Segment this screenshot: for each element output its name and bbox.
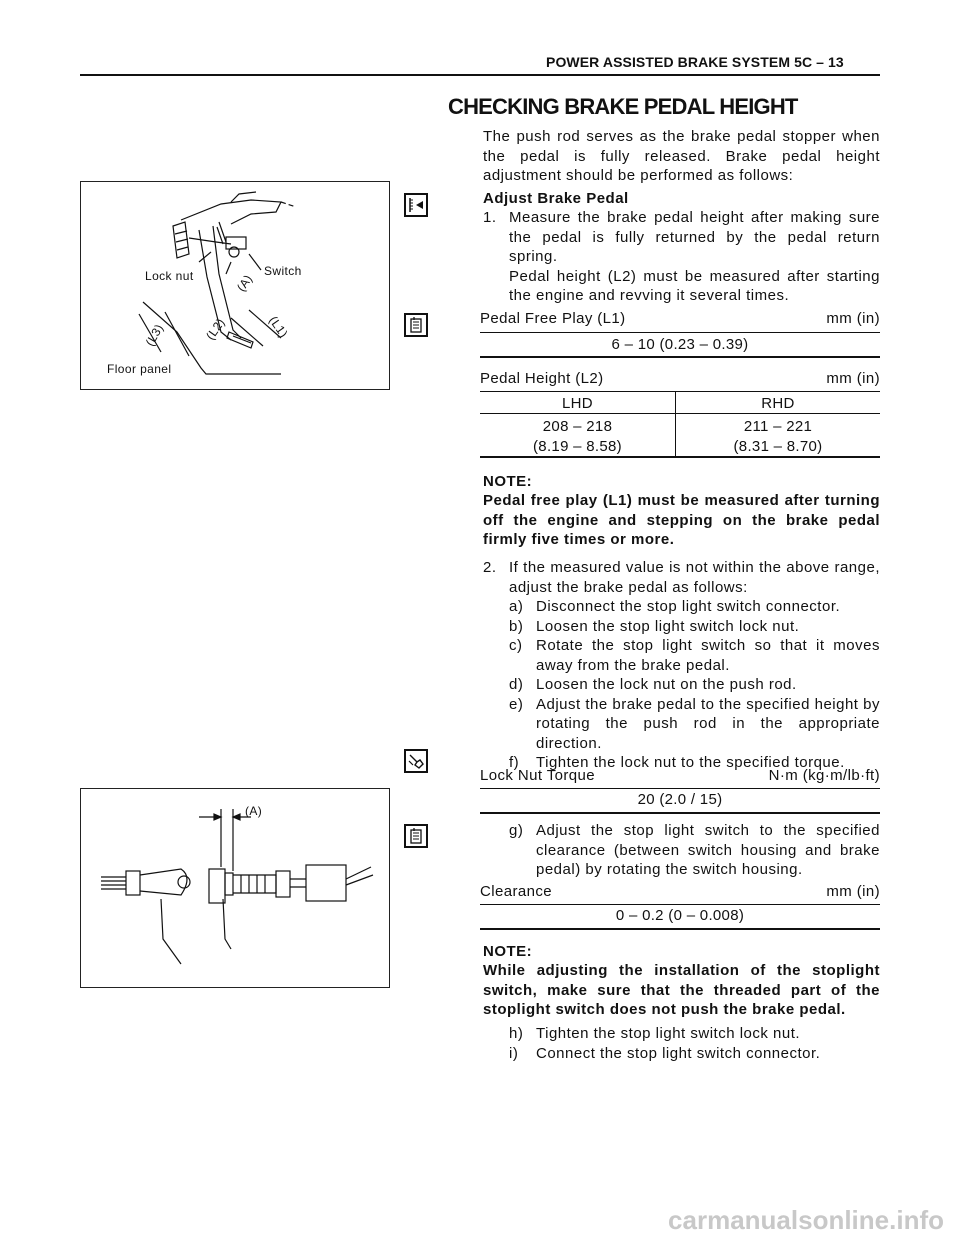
tighten-icon bbox=[404, 749, 428, 773]
free-play-value: 6 – 10 (0.23 – 0.39) bbox=[611, 336, 749, 353]
free-play-label: Pedal Free Play (L1) bbox=[480, 310, 626, 327]
step-1 bbox=[483, 208, 880, 306]
column-rhd: RHD bbox=[761, 395, 795, 412]
clearance-unit: mm (in) bbox=[826, 883, 880, 900]
step-1-label: 1. bbox=[483, 209, 497, 226]
rhd-mm: 211 – 221 bbox=[743, 418, 813, 435]
lhd-in: (8.19 – 8.58) bbox=[533, 437, 622, 455]
torque-spec-row bbox=[480, 767, 880, 784]
sub-c-text: Rotate the stop light switch so that it moves away from the brake pedal. bbox=[536, 637, 880, 674]
step-h-label: h) bbox=[509, 1025, 524, 1042]
sub-f-label: f) bbox=[509, 754, 520, 771]
sub-e-label: e) bbox=[509, 695, 524, 713]
a-label: (A) bbox=[233, 271, 256, 295]
step-g bbox=[483, 821, 880, 880]
note-2-heading: NOTE: bbox=[483, 943, 533, 960]
brake-pedal-figure bbox=[80, 181, 390, 390]
pedal-height-spec-row bbox=[480, 370, 880, 387]
torque-label: Lock Nut Torque bbox=[480, 767, 595, 784]
divider bbox=[480, 812, 880, 814]
sub-b-text: Loosen the stop light switch lock nut. bbox=[536, 617, 800, 635]
note-1-heading: NOTE: bbox=[483, 473, 533, 490]
divider bbox=[480, 413, 880, 414]
intro-paragraph: The push rod serves as the brake pedal stopper when the pedal is fully released. Brake pedal height adjustment should be performed as follows: bbox=[483, 128, 880, 184]
step-1-text: Measure the brake pedal height after making sure the pedal is fully returned by the pedal return spring. bbox=[509, 209, 880, 265]
step-1-text2: Pedal height (L2) must be measured after starting the engine and revving it several times. bbox=[509, 267, 880, 304]
column-lhd: LHD bbox=[562, 395, 593, 412]
sub-d-label: d) bbox=[509, 676, 524, 693]
step-2 bbox=[483, 558, 880, 773]
step-g-text: Adjust the stop light switch to the specified clearance (between switch housing and brake pedal) by rotating the switch housing. bbox=[536, 822, 880, 878]
l2-label: (L2) bbox=[203, 315, 228, 343]
lhd-value bbox=[480, 417, 675, 456]
floor-panel-label: Floor panel bbox=[107, 362, 172, 376]
l1-label: (L1) bbox=[266, 313, 291, 341]
switch-label: Switch bbox=[264, 264, 302, 278]
step-2-label: 2. bbox=[483, 559, 497, 576]
divider bbox=[480, 456, 880, 458]
step-h-i bbox=[483, 1024, 880, 1063]
a-label: (A) bbox=[245, 804, 263, 818]
lock-nut-label: Lock nut bbox=[145, 269, 194, 283]
step-2-text: If the measured value is not within the above range, adjust the brake pedal as follows: bbox=[509, 559, 880, 596]
free-play-spec-row bbox=[480, 310, 880, 327]
specification-icon bbox=[404, 313, 428, 337]
sub-a-label: a) bbox=[509, 598, 524, 615]
page-header: POWER ASSISTED BRAKE SYSTEM 5C – 13 bbox=[546, 54, 844, 70]
note-1-text: Pedal free play (L1) must be measured after turning off the engine and stepping on the brake pedal firmly five times or more. bbox=[483, 492, 880, 548]
clearance-spec-row bbox=[480, 883, 880, 900]
sub-c-label: c) bbox=[509, 637, 523, 654]
sub-d-text: Loosen the lock nut on the push rod. bbox=[536, 676, 797, 693]
sub-e-text: Adjust the brake pedal to the specified height by rotating the push rod in the appropriate direction. bbox=[536, 695, 880, 752]
divider bbox=[480, 904, 880, 905]
rhd-value bbox=[676, 417, 880, 456]
header-rule bbox=[80, 74, 880, 76]
measure-icon bbox=[404, 193, 428, 217]
pedal-height-label: Pedal Height (L2) bbox=[480, 370, 604, 387]
pedal-height-unit: mm (in) bbox=[826, 370, 880, 387]
note-2-text: While adjusting the installation of the stoplight switch, make sure that the threaded part of the stoplight switch does not push the brake pedal. bbox=[483, 962, 880, 1018]
sub-f-text: Tighten the lock nut to the specified torque. bbox=[536, 754, 845, 771]
specification-icon bbox=[404, 824, 428, 848]
sub-b-label: b) bbox=[509, 617, 524, 635]
lhd-mm: 208 – 218 bbox=[542, 418, 613, 435]
step-i-label: i) bbox=[509, 1044, 519, 1062]
divider bbox=[480, 928, 880, 930]
section-title: CHECKING BRAKE PEDAL HEIGHT bbox=[448, 94, 798, 119]
free-play-unit: mm (in) bbox=[826, 310, 880, 327]
divider bbox=[480, 391, 880, 392]
torque-unit: N·m (kg·m/lb·ft) bbox=[768, 767, 880, 784]
clearance-value: 0 – 0.2 (0 – 0.008) bbox=[615, 907, 745, 924]
stoplight-switch-figure bbox=[80, 788, 390, 988]
rhd-in: (8.31 – 8.70) bbox=[733, 437, 823, 455]
l3-label: (L3) bbox=[142, 321, 167, 349]
watermark: carmanualsonline.info bbox=[668, 1205, 944, 1235]
divider bbox=[480, 356, 880, 358]
sub-a-text: Disconnect the stop light switch connector. bbox=[536, 598, 841, 615]
step-i-text: Connect the stop light switch connector. bbox=[536, 1044, 821, 1062]
divider bbox=[480, 332, 880, 333]
step-h-text: Tighten the stop light switch lock nut. bbox=[536, 1025, 801, 1042]
clearance-label: Clearance bbox=[480, 883, 552, 900]
divider bbox=[480, 788, 880, 789]
adjust-heading: Adjust Brake Pedal bbox=[483, 190, 629, 207]
stoplight-switch-diagram bbox=[81, 789, 389, 987]
step-g-label: g) bbox=[509, 822, 524, 839]
torque-value: 20 (2.0 / 15) bbox=[637, 791, 723, 808]
